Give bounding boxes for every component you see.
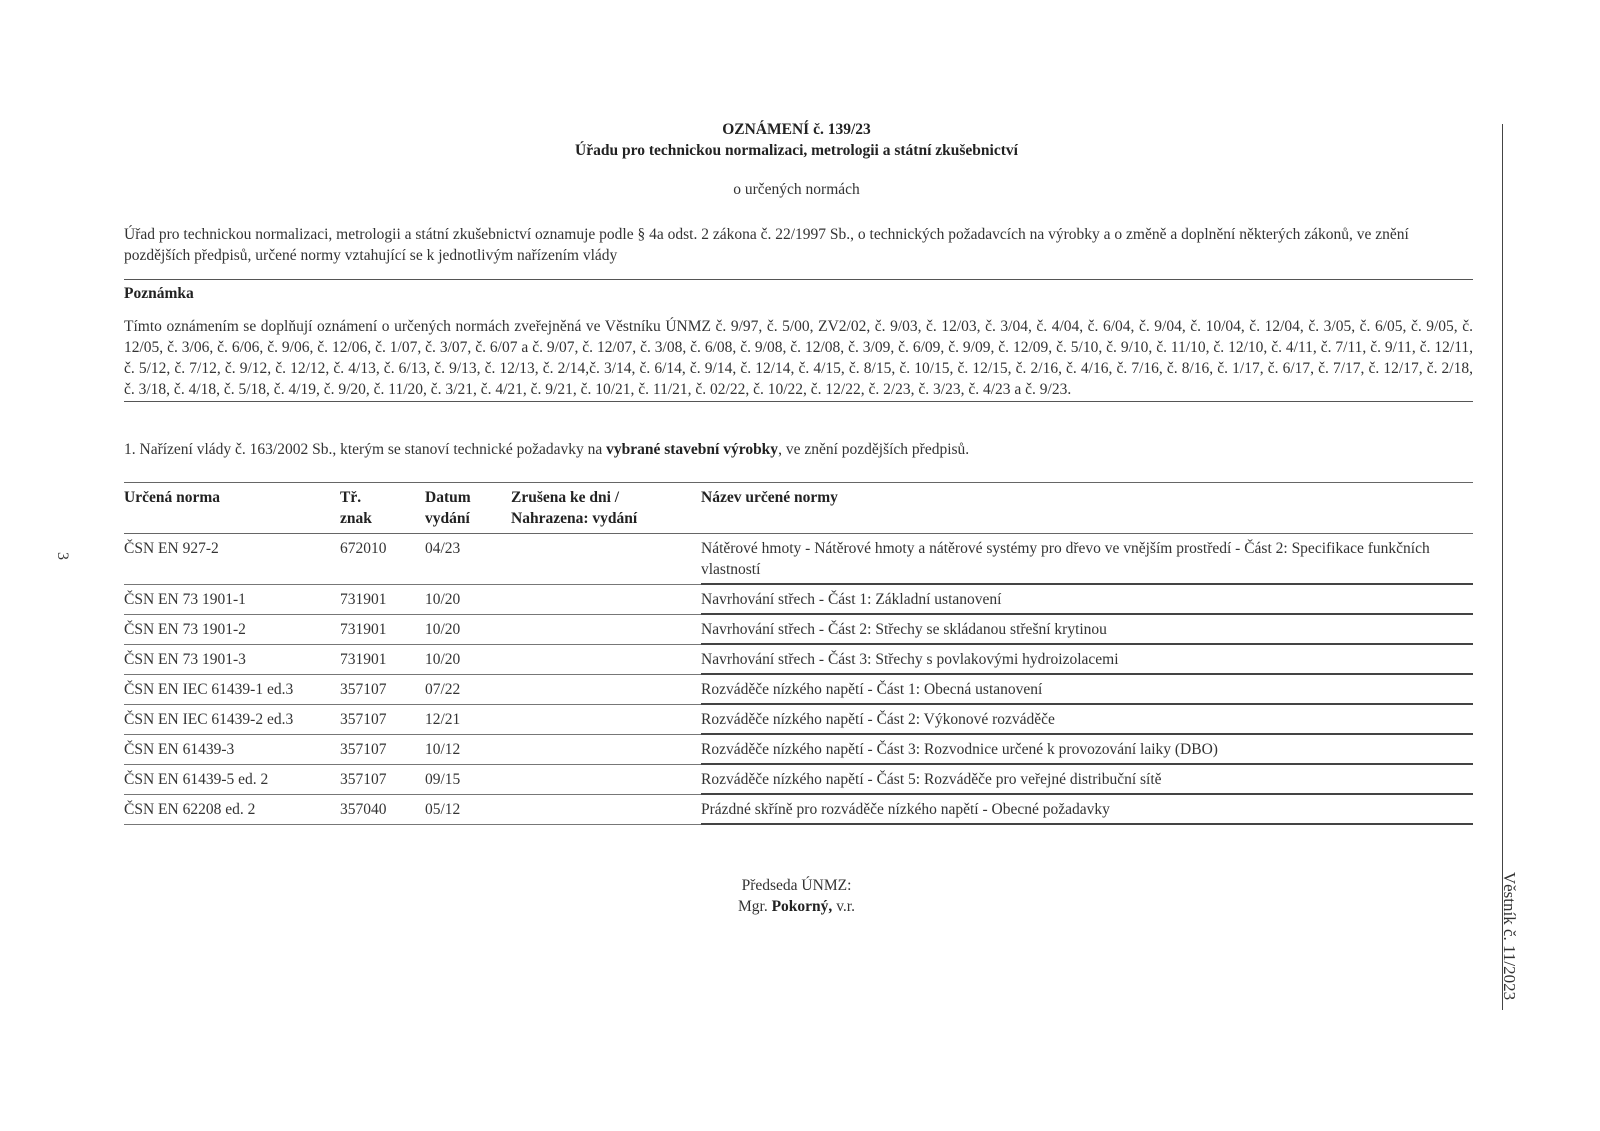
- cell-date: 10/20: [425, 614, 511, 644]
- cell-name: Navrhování střech - Část 1: Základní ustanovení: [701, 584, 1473, 614]
- cell-cancel: [511, 734, 701, 764]
- announcement-title: [120, 119, 1473, 161]
- regulation-item: [124, 441, 969, 459]
- cell-class: 357040: [340, 794, 425, 824]
- cell-class: 357107: [340, 674, 425, 704]
- cell-date: 10/12: [425, 734, 511, 764]
- cell-norm: ČSN EN 73 1901-2: [124, 614, 340, 644]
- cell-norm: ČSN EN 927-2: [124, 534, 340, 585]
- table-row: [124, 674, 1473, 704]
- cell-norm: ČSN EN 73 1901-1: [124, 584, 340, 614]
- cell-cancel: [511, 584, 701, 614]
- cell-class: 357107: [340, 764, 425, 794]
- cell-cancel: [511, 674, 701, 704]
- cell-date: 10/20: [425, 584, 511, 614]
- regulation-subject: vybrané stavební výrobky: [606, 441, 779, 458]
- table-row: [124, 614, 1473, 644]
- table-row: [124, 644, 1473, 674]
- cell-cancel: [511, 704, 701, 734]
- cell-class: 357107: [340, 734, 425, 764]
- cell-name: Rozváděče nízkého napětí - Část 5: Rozváděče pro veřejné distribuční sítě: [701, 764, 1473, 794]
- cell-date: 05/12: [425, 794, 511, 824]
- table-row: [124, 584, 1473, 614]
- signature-name: Pokorný,: [771, 898, 833, 915]
- header-class: Tř. znak: [340, 483, 425, 534]
- cell-cancel: [511, 644, 701, 674]
- cell-norm: ČSN EN 62208 ed. 2: [124, 794, 340, 824]
- cell-norm: ČSN EN 61439-5 ed. 2: [124, 764, 340, 794]
- cell-cancel: [511, 794, 701, 824]
- table-row: [124, 794, 1473, 824]
- note-heading: Poznámka: [124, 285, 194, 302]
- cell-class: 357107: [340, 704, 425, 734]
- cell-class: 731901: [340, 644, 425, 674]
- signature-role: Předseda ÚNMZ:: [741, 877, 852, 894]
- cell-name: Rozváděče nízkého napětí - Část 2: Výkonové rozváděče: [701, 704, 1473, 734]
- cell-cancel: [511, 534, 701, 585]
- table-row: [124, 764, 1473, 794]
- signature-block: [120, 875, 1473, 917]
- cell-name: Prázdné skříně pro rozváděče nízkého napětí - Obecné požadavky: [701, 794, 1473, 824]
- cell-class: 731901: [340, 614, 425, 644]
- journal-issue-label: Věstník č. 11/2023: [1500, 871, 1519, 1001]
- regulation-prefix: 1. Nařízení vlády č. 163/2002 Sb., kterým se stanoví technické požadavky na: [124, 441, 607, 458]
- note-bottom-divider: [124, 401, 1473, 402]
- cell-date: 04/23: [425, 534, 511, 585]
- cell-name: Navrhování střech - Část 3: Střechy s povlakovými hydroizolacemi: [701, 644, 1473, 674]
- note-text: Tímto oznámením se doplňují oznámení o určených normách zveřejněná ve Věstníku ÚNMZ č. 9/97, č. 5/00, ZV2/02, č. 9/03, č. 12/03, č. 3/04, č. 4/04, č. 6/04, č. 9/04, č. 10/04, č. 12/04, č. 3/05, č. 6/05, č. 9/05, č. 12/05, č. 3/06, č. 6/06, č. 9/06, č. 12/06, č. 1/07, č. 3/07, č. 6/07 a č. 9/07, č. 12/07, č. 3/08, č. 6/08, č. 9/08, č. 12/08, č. 3/09, č. 6/09, č. 9/09, č. 12/09, č. 5/10, č. 9/10, č. 11/10, č. 12/10, č. 4/11, č. 7/11, č. 9/11, č. 12/11, č. 5/12, č. 7/12, č. 9/12, č. 12/12, č. 4/13, č. 6/13, č. 9/13, č. 12/13, č. 2/14,č. 3/14, č. 6/14, č. 9/14, č. 12/14, č. 4/15, č. 8/15, č. 10/15, č. 12/15, č. 2/16, č. 4/16, č. 7/16, č. 8/16, č. 1/17, č. 6/17, č. 7/17, č. 12/17, č. 2/18, č. 3/18, č. 4/18, č. 5/18, č. 4/19, č. 9/20, č. 11/20, č. 3/21, č. 4/21, č. 9/21, č. 10/21, č. 11/21, č. 02/22, č. 10/22, č. 12/22, č. 2/23, č. 3/23, č. 4/23 a č. 9/23.: [124, 318, 1473, 398]
- cell-cancel: [511, 614, 701, 644]
- cell-class: 731901: [340, 584, 425, 614]
- header-name: Název určené normy: [701, 483, 1473, 534]
- note-top-divider: [124, 279, 1473, 280]
- cell-date: 09/15: [425, 764, 511, 794]
- page-number: 3: [54, 552, 71, 560]
- signature-name-line: Mgr. Pokorný, v.r.: [738, 898, 855, 915]
- cell-name: Navrhování střech - Část 2: Střechy se skládanou střešní krytinou: [701, 614, 1473, 644]
- cell-date: 12/21: [425, 704, 511, 734]
- cell-class: 672010: [340, 534, 425, 585]
- cell-norm: ČSN EN IEC 61439-2 ed.3: [124, 704, 340, 734]
- cell-date: 07/22: [425, 674, 511, 704]
- header-cancel: Zrušena ke dni / Nahrazena: vydání: [511, 483, 701, 534]
- table-row: [124, 534, 1473, 585]
- cell-name: Nátěrové hmoty - Nátěrové hmoty a nátěrové systémy pro dřevo ve vnějším prostředí - Část 2: Specifikace funkčních vlastností: [701, 534, 1473, 585]
- cell-name: Rozváděče nízkého napětí - Část 3: Rozvodnice určené k provozování laiky (DBO): [701, 734, 1473, 764]
- table-row: [124, 734, 1473, 764]
- cell-date: 10/20: [425, 644, 511, 674]
- regulation-suffix: , ve znění pozdějších předpisů.: [778, 441, 970, 458]
- table-row: [124, 704, 1473, 734]
- norms-table: [124, 482, 1473, 825]
- header-date: Datum vydání: [425, 483, 511, 534]
- title-line-2: Úřadu pro technickou normalizaci, metrologii a státní zkušebnictví: [575, 142, 1018, 159]
- header-norm: Určená norma: [124, 483, 340, 534]
- cell-cancel: [511, 764, 701, 794]
- cell-norm: ČSN EN 73 1901-3: [124, 644, 340, 674]
- announcement-subtitle: o určených normách: [733, 181, 860, 198]
- cell-norm: ČSN EN IEC 61439-1 ed.3: [124, 674, 340, 704]
- cell-norm: ČSN EN 61439-3: [124, 734, 340, 764]
- title-line-1: OZNÁMENÍ č. 139/23: [722, 121, 871, 138]
- table-header-row: [124, 483, 1473, 534]
- cell-name: Rozváděče nízkého napětí - Část 1: Obecná ustanovení: [701, 674, 1473, 704]
- intro-paragraph: Úřad pro technickou normalizaci, metrologii a státní zkušebnictví oznamuje podle § 4a odst. 2 zákona č. 22/1997 Sb., o technických požadavcích na výrobky a o změně a doplnění některých zákonů, ve znění pozdějších předpisů, určené normy vztahující se k jednotlivým nařízením vlády: [124, 226, 1409, 264]
